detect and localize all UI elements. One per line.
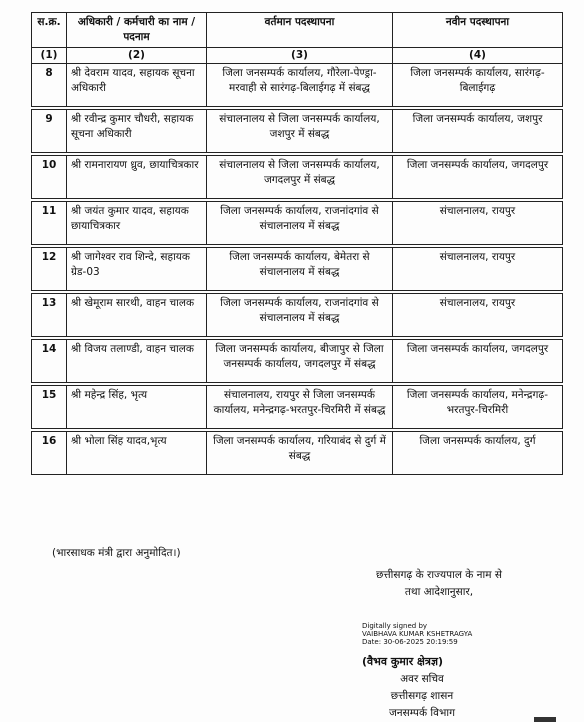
name-cell: श्री जयंत कुमार यादव, सहायक छायाचित्रकार: [67, 202, 207, 245]
header-current-posting: वर्तमान पदस्थापना: [207, 13, 393, 48]
serial-cell: 15: [32, 386, 67, 429]
digital-signature-line: Digitally signed by: [362, 622, 428, 630]
serial-cell: 11: [32, 202, 67, 245]
serial-cell: 9: [32, 110, 67, 153]
serial-cell: 16: [32, 432, 67, 475]
new-posting-cell: जिला जनसम्पर्क कार्यालय, दुर्ग: [393, 432, 563, 475]
new-posting-cell: संचालनालय, रायपुर: [393, 202, 563, 245]
table-row: [32, 248, 563, 291]
table-row: [32, 386, 563, 429]
name-cell: श्री रवीन्द्र कुमार चौधरी, सहायक सूचना अधिकारी: [67, 110, 207, 153]
table-row: [32, 294, 563, 337]
current-posting-cell: जिला जनसम्पर्क कार्यालय, राजनांदगांव से संचालनालय में संबद्ध: [207, 202, 393, 245]
new-posting-cell: जिला जनसम्पर्क कार्यालय, जगदलपुर: [393, 340, 563, 383]
new-posting-cell: संचालनालय, रायपुर: [393, 294, 563, 337]
name-cell: श्री विजय तलाण्डी, वाहन चालक: [67, 340, 207, 383]
column-number: (3): [207, 48, 393, 64]
serial-cell: 12: [32, 248, 67, 291]
designation: [372, 671, 472, 722]
table-row: [32, 340, 563, 383]
new-posting-cell: जिला जनसम्पर्क कार्यालय, सारंगढ़-बिलाईगढ़: [393, 64, 563, 107]
current-posting-cell: जिला जनसम्पर्क कार्यालय, गौरेला-पेण्ड्रा- मरवाही से सारंगढ़-बिलाईगढ़ में संबद्ध: [207, 64, 393, 107]
current-posting-cell: जिला जनसम्पर्क कार्यालय, गरियाबंद से दुर्ग में संबद्ध: [207, 432, 393, 475]
table-row: [32, 156, 563, 199]
current-posting-cell: संचालनालय से जिला जनसम्पर्क कार्यालय, जगदलपुर में संबद्ध: [207, 156, 393, 199]
designation-line: अवर सचिव: [400, 673, 444, 685]
table-row: [32, 110, 563, 153]
name-cell: श्री महेन्द्र सिंह, भृत्य: [67, 386, 207, 429]
serial-cell: 14: [32, 340, 67, 383]
digital-signature: [362, 622, 472, 646]
new-posting-cell: संचालनालय, रायपुर: [393, 248, 563, 291]
serial-cell: 10: [32, 156, 67, 199]
current-posting-cell: जिला जनसम्पर्क कार्यालय, राजनांदगांव से संचालनालय में संबद्ध: [207, 294, 393, 337]
header-new-posting: नवीन पदस्थापना: [393, 13, 563, 48]
table-row: [32, 202, 563, 245]
name-cell: श्री भोला सिंह यादव,भृत्य: [67, 432, 207, 475]
serial-cell: 8: [32, 64, 67, 107]
column-number: (2): [67, 48, 207, 64]
signatory-name: (वैभव कुमार क्षेत्रज्ञ): [362, 655, 444, 668]
table-row: [32, 64, 563, 107]
header-name: अधिकारी / कर्मचारी का नाम / पदनाम: [67, 13, 207, 48]
designation-line: जनसम्पर्क विभाग: [388, 707, 455, 719]
order-line-2: तथा आदेशानुसार,: [404, 586, 474, 598]
digital-signature-line: VAIBHAVA KUMAR KSHETRAGYA: [362, 630, 473, 638]
name-cell: श्री देवराम यादव, सहायक सूचना अधिकारी: [67, 64, 207, 107]
table-row: [32, 432, 563, 475]
serial-cell: 13: [32, 294, 67, 337]
approval-note: (भारसाधक मंत्री द्वारा अनुमोदित।): [52, 547, 181, 559]
column-number: (1): [32, 48, 67, 64]
name-cell: श्री रामनारायण ध्रुव, छायाचित्रकार: [67, 156, 207, 199]
order-text: [339, 567, 539, 601]
name-cell: श्री खेमूराम सारथी, वाहन चालक: [67, 294, 207, 337]
new-posting-cell: जिला जनसम्पर्क कार्यालय, मनेन्द्रगढ़-भरतपुर-चिरमिरी: [393, 386, 563, 429]
current-posting-cell: संचालनालय से जिला जनसम्पर्क कार्यालय, जशपुर में संबद्ध: [207, 110, 393, 153]
designation-line: छत्तीसगढ़ शासन: [390, 690, 454, 702]
current-posting-cell: संचालनालय, रायपुर से जिला जनसम्पर्क कार्यालय, मनेन्द्रगढ़-भरतपुर-चिरमिरी में संबद्ध: [207, 386, 393, 429]
new-posting-cell: जिला जनसम्पर्क कार्यालय, जगदलपुर: [393, 156, 563, 199]
order-line-1: छत्तीसगढ़ के राज्यपाल के नाम से: [376, 569, 502, 581]
transfer-table: [31, 12, 563, 475]
header-serial: स.क्र.: [32, 13, 67, 48]
current-posting-cell: जिला जनसम्पर्क कार्यालय, बेमेतरा से संचालनालय में संबद्ध: [207, 248, 393, 291]
column-number: (4): [393, 48, 563, 64]
digital-signature-line: Date: 30-06-2025 20:19:59: [362, 638, 458, 646]
page-edge-mark: [534, 717, 556, 722]
new-posting-cell: जिला जनसम्पर्क कार्यालय, जशपुर: [393, 110, 563, 153]
current-posting-cell: जिला जनसम्पर्क कार्यालय, बीजापुर से जिला जनसम्पर्क कार्यालय, जगदलपुर में संबद्ध: [207, 340, 393, 383]
name-cell: श्री जागेश्वर राव शिन्दे, सहायक ग्रेड-03: [67, 248, 207, 291]
